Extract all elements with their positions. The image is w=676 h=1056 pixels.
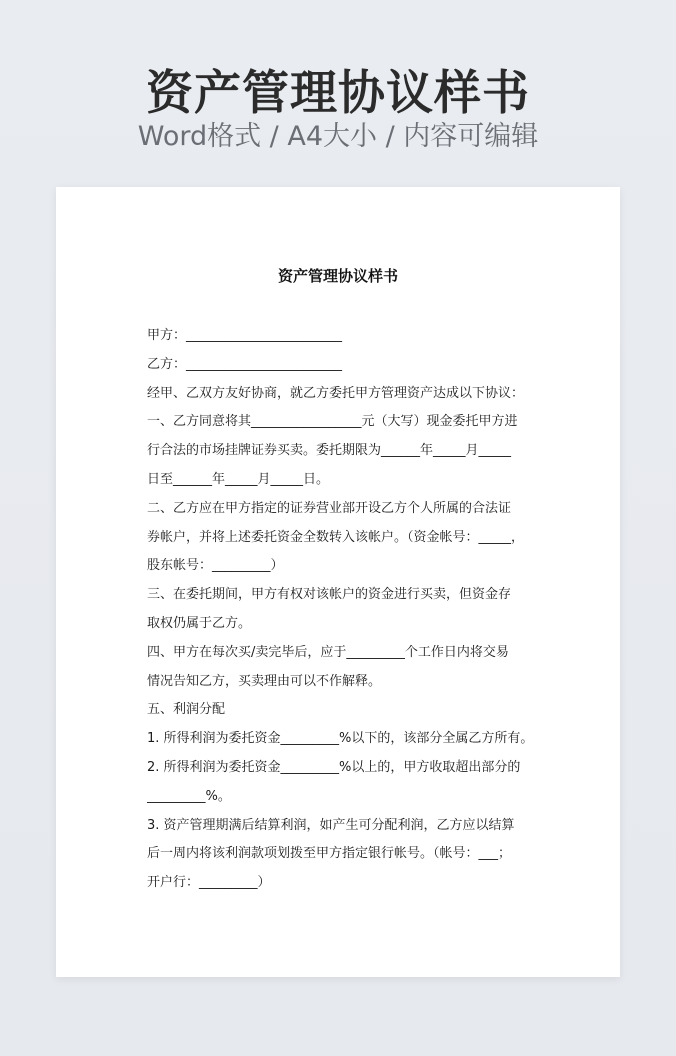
clause-4-line-1: 四、甲方在每次买/卖完毕后，应于_________个工作日内将交易 <box>147 644 509 660</box>
clause-3-line-2: 取权仍属于乙方。 <box>147 615 252 631</box>
document-page <box>56 187 620 977</box>
clause-2-line-2: 券帐户，并将上述委托资金全数转入该帐户。（资金帐号：_____， <box>147 529 525 545</box>
clause-5-item-3-line-1: 3. 资产管理期满后结算利润，如产生可分配利润，乙方应以结算 <box>147 817 515 833</box>
clause-5-item-1: 1. 所得利润为委托资金_________%以下的，该部分全属乙方所有。 <box>147 731 534 747</box>
clause-1-line-3: 日至______年_____月_____日。 <box>147 471 330 487</box>
clause-1-line-2: 行合法的市场挂牌证券买卖。委托期限为______年_____月_____ <box>147 443 512 459</box>
clause-5-heading: 五、利润分配 <box>147 702 226 718</box>
document-title: 资产管理协议样书 <box>277 267 398 285</box>
document-body <box>147 322 547 898</box>
clause-5-item-2-line-2: _________%。 <box>147 788 231 804</box>
clause-5-item-2-line-1: 2. 所得利润为委托资金_________%以上的，甲方收取超出部分的 <box>147 759 521 775</box>
clause-3-line-1: 三、在委托期间，甲方有权对该帐户的资金进行买卖，但资金存 <box>147 587 512 603</box>
clause-5-item-3-line-3: 开户行：_________） <box>147 875 271 891</box>
party-b-line: 乙方：________________________ <box>147 356 343 372</box>
clause-2-line-1: 二、乙方应在甲方指定的证券营业部开设乙方个人所属的合法证 <box>147 500 512 516</box>
intro-line: 经甲、乙双方友好协商，就乙方委托甲方管理资产达成以下协议： <box>147 385 525 401</box>
banner-subtitle: Word格式 / A4大小 / 内容可编辑 <box>137 121 539 152</box>
banner-title: 资产管理协议样书 <box>146 66 530 121</box>
clause-4-line-2: 情况告知乙方，买卖理由可以不作解释。 <box>147 673 382 689</box>
party-a-line: 甲方：________________________ <box>147 328 343 343</box>
clause-5-item-3-line-2: 后一周内将该利润款项划拨至甲方指定银行帐号。（帐号：___； <box>147 846 512 862</box>
clause-1-line-1: 一、乙方同意将其_________________元（大写）现金委托甲方进 <box>147 414 518 430</box>
clause-2-line-3: 股东帐号：_________） <box>147 558 284 574</box>
